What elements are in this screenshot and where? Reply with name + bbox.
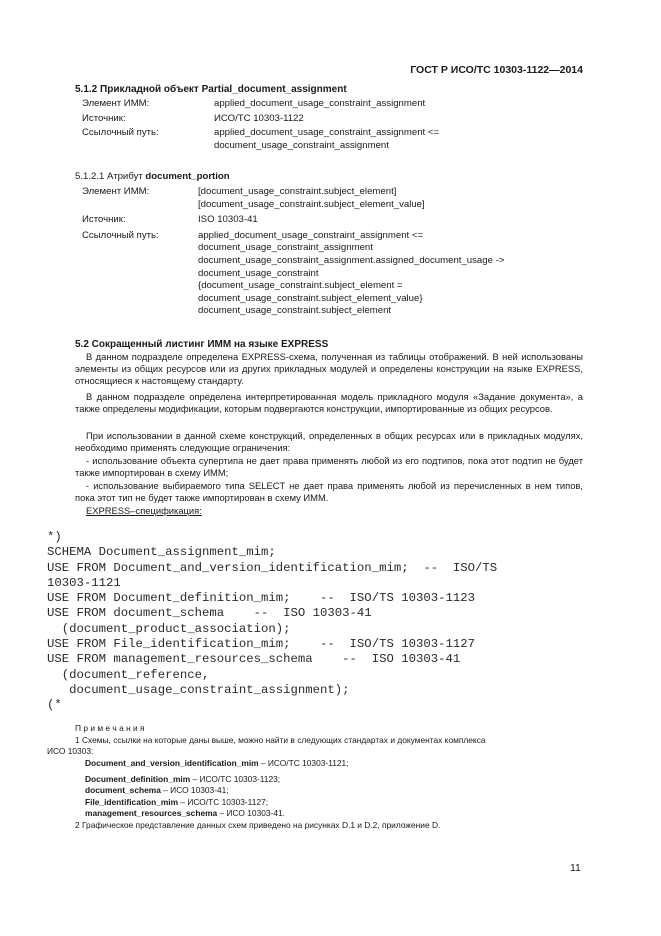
section-5-1-2-1-table: [82, 186, 504, 318]
value-line: applied_document_usage_constraint_assignment <=: [198, 229, 424, 241]
code-line: USE FROM File_identification_mim; -- ISO/TS 10303-1127: [47, 637, 476, 652]
code-line: USE FROM management_resources_schema -- ISO 10303-41: [47, 652, 461, 667]
value-line: document_usage_constraint_assignment.assigned_document_usage ->: [198, 254, 505, 266]
notes-title: П р и м е ч а н и я: [75, 723, 145, 733]
heading-prefix: 5.1.2 Прикладной объект: [75, 84, 202, 95]
row-label: Ссылочный путь:: [82, 229, 159, 241]
row-label: Элемент ИММ:: [82, 98, 150, 109]
section-5-1-2-1-heading: [75, 171, 230, 184]
section-5-1-2-table: [82, 98, 439, 152]
code-line: (*: [47, 698, 62, 713]
code-line: 10303-1121: [47, 575, 121, 590]
table-row: [82, 230, 504, 318]
reference-item: [85, 774, 280, 785]
schema-source: – ИСО 10303-41.: [217, 808, 285, 818]
schema-source: – ИСО/ТС 10303-1121;: [258, 758, 349, 768]
page-number: 11: [570, 862, 581, 874]
row-value: ISO 10303-41: [198, 214, 258, 226]
schema-name: Document_definition_mim: [85, 774, 191, 784]
row-value: [214, 127, 439, 152]
value-line: {document_usage_constraint.subject_element =: [198, 280, 403, 292]
value-line: applied_document_usage_constraint_assignment <=: [214, 127, 440, 139]
code-line: *): [47, 530, 62, 544]
section-5-1-2-heading: [75, 84, 347, 95]
row-value: [198, 230, 504, 318]
paragraph-intro: В данном подразделе определена EXPRESS-схема, полученная из таблицы отображений. В ней использованы элементы из общих ресурсов или из других прикладных модулей и определены конструкции на языке EXPRESS, относящиеся к настоящему стандарту.: [75, 351, 583, 387]
value-line: [document_usage_constraint.subject_element]: [198, 186, 397, 197]
reference-item: [85, 808, 285, 819]
note-2: 2 Графическое представление данных схем приведено на рисунках D.1 и D.2, приложение D.: [75, 820, 441, 830]
schema-name: Document_and_version_identification_mim: [85, 758, 259, 768]
value-line: document_usage_constraint.subject_element_value}: [198, 292, 423, 304]
heading-entity-name: Partial_document_assignment: [201, 84, 347, 95]
schema-source: – ИСО/ТС 10303-1123;: [190, 774, 281, 784]
row-value: ИСО/ТС 10303-1122: [214, 112, 304, 124]
code-line: SCHEMA Document_assignment_mim;: [47, 545, 276, 560]
paragraph-model: В данном подразделе определена интерпретированная модель прикладного модуля «Задание документа», а также определены модификации, которым подвергаются конструкции, импортированные из общих ресурсов.: [75, 391, 583, 415]
row-value: [198, 186, 504, 214]
reference-item: [85, 797, 268, 808]
reference-item: [85, 758, 349, 769]
schema-source: – ИСО/ТС 10303-1127;: [178, 797, 269, 807]
heading-attribute-name: document_portion: [145, 171, 230, 182]
value-line: [document_usage_constraint.subject_element_value]: [198, 198, 425, 210]
row-label: Источник:: [82, 112, 126, 124]
code-line: (document_product_association);: [47, 621, 291, 636]
note-1-line-1: 1 Схемы, ссылки на которые даны выше, можно найти в следующих стандартах и документах комплекса: [75, 735, 486, 745]
express-spec-label: EXPRESS–спецификация:: [86, 505, 202, 516]
bullet-select: - использование выбираемого типа SELECT не дает права применять любой из перечисленных в нем типов, пока этот тип не будет также импортирован в схему ИММ.: [75, 480, 583, 504]
row-label: Элемент ИММ:: [82, 186, 150, 197]
table-row: [82, 113, 439, 128]
row-label: Ссылочный путь:: [82, 127, 159, 139]
table-row: [82, 127, 439, 152]
schema-name: management_resources_schema: [85, 808, 218, 818]
code-line: document_usage_constraint_assignment);: [47, 682, 350, 697]
code-line: USE FROM Document_and_version_identification_mim; -- ISO/TS: [47, 560, 498, 575]
schema-source: – ИСО 10303-41;: [160, 785, 229, 795]
section-5-2-heading: 5.2 Сокращенный листинг ИММ на языке EXPRESS: [75, 339, 329, 350]
value-line: document_usage_constraint: [198, 267, 319, 279]
note-1-line-2: ИСО 10303:: [47, 746, 94, 756]
document-header: ГОСТ Р ИСО/ТС 10303-1122—2014: [410, 64, 583, 76]
table-row: [82, 186, 504, 214]
express-code-listing: [47, 530, 497, 714]
row-label: Источник:: [82, 214, 126, 226]
heading-prefix: 5.1.2.1 Атрибут: [75, 171, 146, 182]
row-value: applied_document_usage_constraint_assignment: [214, 98, 426, 109]
schema-name: File_identification_mim: [85, 797, 179, 807]
schema-name: document_schema: [85, 785, 161, 795]
table-row: [82, 98, 439, 113]
paragraph-restrictions: При использовании в данной схеме конструкций, определенных в общих ресурсах или в прикладных модулях, необходимо применять следующие ограничения:: [75, 430, 583, 454]
code-line: (document_reference,: [47, 667, 210, 682]
value-line: document_usage_constraint_assignment: [214, 139, 389, 151]
code-line: USE FROM document_schema -- ISO 10303-41: [47, 606, 372, 621]
bullet-supertype: - использование объекта супертипа не дает права применять любой из его подтипов, пока этот подтип не будет также импортирован в схему ИММ;: [75, 455, 583, 479]
value-line: document_usage_constraint_assignment: [198, 242, 373, 254]
reference-item: [85, 785, 229, 796]
value-line: document_usage_constraint.subject_element: [198, 305, 392, 317]
table-row: [82, 214, 504, 230]
code-line: USE FROM Document_definition_mim; -- ISO/TS 10303-1123: [47, 591, 476, 606]
